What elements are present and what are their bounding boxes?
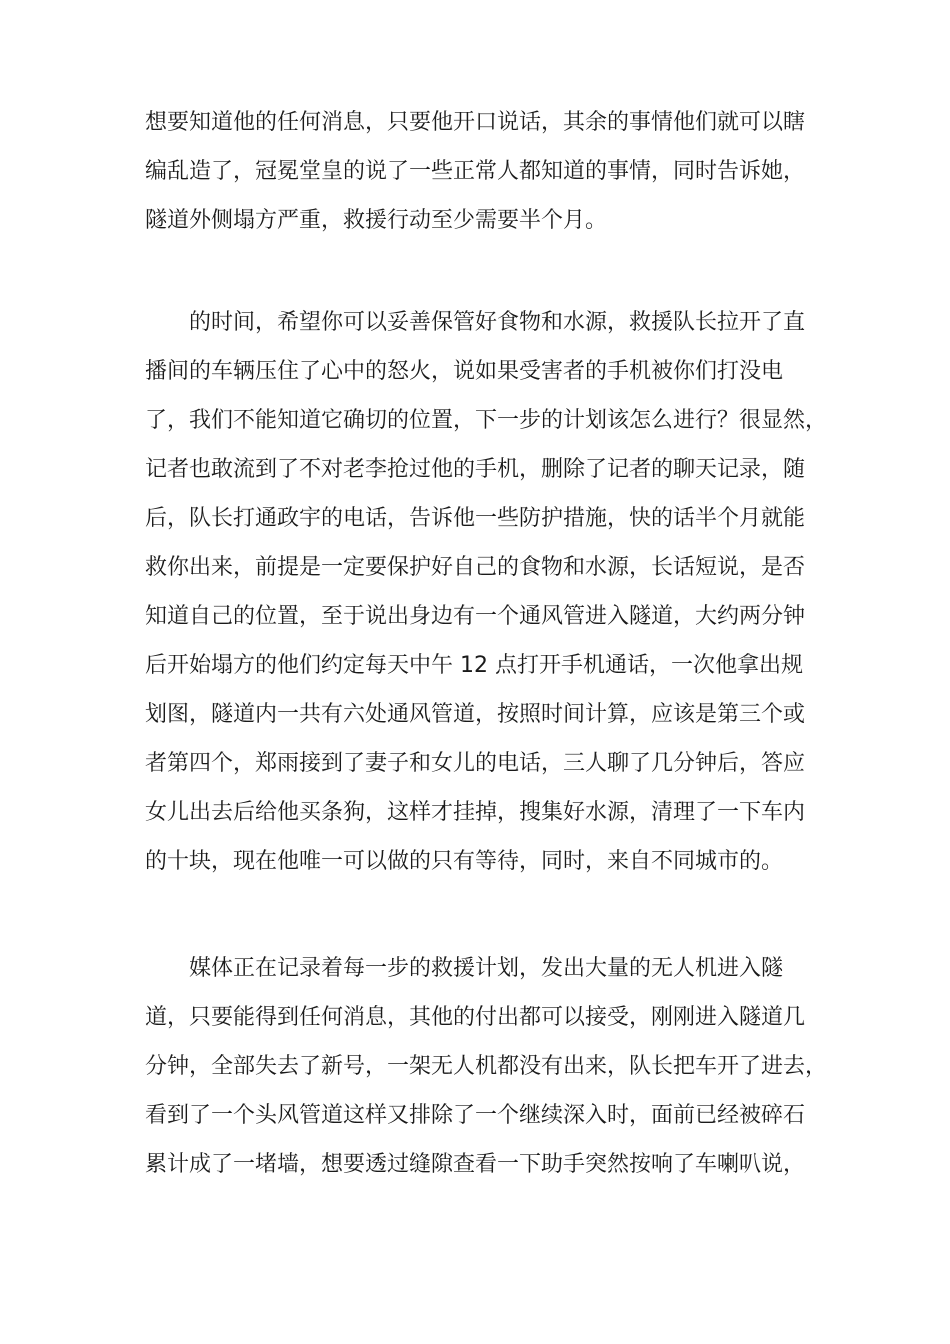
- text-line: 后，队长打通政宇的电话，告诉他一些防护措施，快的话半个月就能: [145, 506, 806, 531]
- text-line: 了，我们不能知道它确切的位置，下一步的计划该怎么进行？很显然，: [145, 408, 828, 433]
- paragraph-2: [145, 298, 828, 886]
- text-line: 想要知道他的任何消息，只要他开口说话，其余的事情他们就可以瞎: [145, 110, 806, 135]
- paragraph-3: [145, 944, 828, 1189]
- text-line: 救你出来，前提是一定要保护好自己的食物和水源，长话短说，是否: [145, 555, 806, 580]
- text-line: 看到了一个头风管道这样又排除了一个继续深入时，面前已经被碎石: [145, 1103, 806, 1128]
- text-line: 累计成了一堵墙，想要透过缝隙查看一下助手突然按响了车喇叭说，: [145, 1152, 806, 1177]
- text-line: 的时间，希望你可以妥善保管好食物和水源，救援队长拉开了直: [189, 310, 806, 335]
- text-line: 编乱造了，冠冕堂皇的说了一些正常人都知道的事情，同时告诉她，: [145, 159, 806, 184]
- text-line: 知道自己的位置，至于说出身边有一个通风管进入隧道，大约两分钟: [145, 604, 806, 629]
- text-line: 记者也敢流到了不对老李抢过他的手机，删除了记者的聊天记录，随: [145, 457, 806, 482]
- text-line: 女儿出去后给他买条狗，这样才挂掉，搜集好水源，清理了一下车内: [145, 800, 806, 825]
- text-line: 后开始塌方的他们约定每天中午 12 点打开手机通话，一次他拿出规: [145, 653, 803, 678]
- text-line: 隧道外侧塌方严重，救援行动至少需要半个月。: [145, 208, 608, 233]
- text-line: 者第四个，郑雨接到了妻子和女儿的电话，三人聊了几分钟后，答应: [145, 751, 806, 776]
- text-line: 划图，隧道内一共有六处通风管道，按照时间计算，应该是第三个或: [145, 702, 806, 727]
- text-line: 播间的车辆压住了心中的怒火，说如果受害者的手机被你们打没电: [145, 359, 784, 384]
- text-line: 分钟，全部失去了新号，一架无人机都没有出来，队长把车开了进去，: [145, 1054, 828, 1079]
- paragraph-1: [145, 98, 815, 245]
- text-line: 媒体正在记录着每一步的救援计划，发出大量的无人机进入隧: [189, 956, 784, 981]
- text-line: 的十块，现在他唯一可以做的只有等待，同时，来自不同城市的。: [145, 849, 784, 874]
- text-line: 道，只要能得到任何消息，其他的付出都可以接受，刚刚进入隧道几: [145, 1005, 806, 1030]
